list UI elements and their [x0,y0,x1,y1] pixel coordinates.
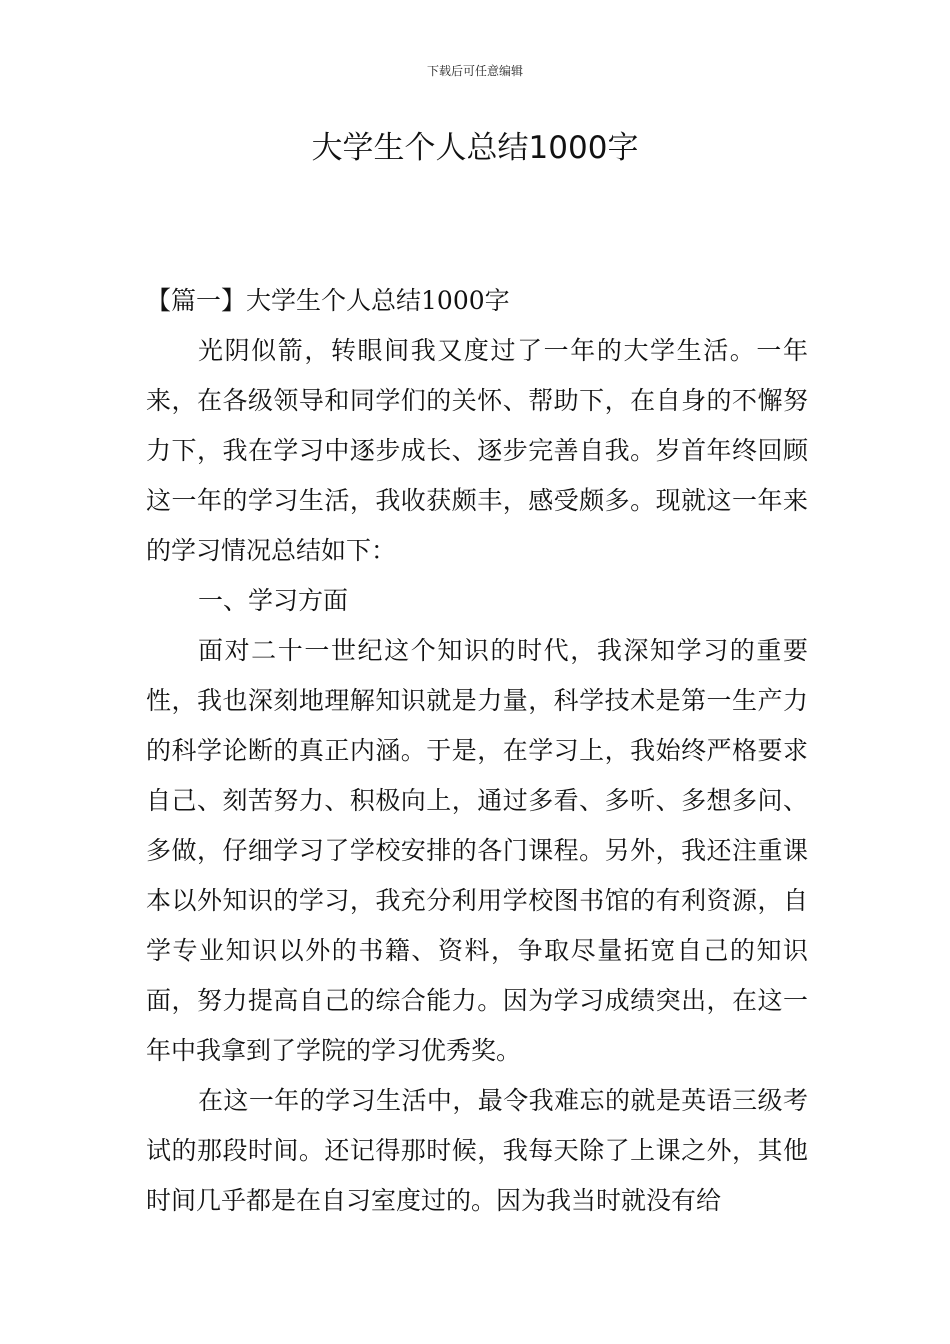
subheading-study: 一、学习方面 [198,586,349,615]
header-note: 下载后可任意编辑 [426,64,523,78]
section-heading: 【篇一】大学生个人总结1000字 [146,286,510,315]
document-title: 大学生个人总结1000字 [311,130,639,166]
document-body [146,276,808,1226]
paragraph-study: 面对二十一世纪这个知识的时代，我深知学习的重要性，我也深刻地理解知识就是力量，科学技术是第一生产力的科学论断的真正内涵。于是，在学习上，我始终严格要求自己、刻苦努力、积极向上，通过多看、多听、多想多问、多做，仔细学习了学校安排的各门课程。另外，我还注重课本以外知识的学习，我充分利用学校图书馆的有利资源，自学专业知识以外的书籍、资料，争取尽量拓宽自己的知识面，努力提高自己的综合能力。因为学习成绩突出，在这一年中我拿到了学院的学习优秀奖。 [146,636,808,1065]
paragraph-exam: 在这一年的学习生活中，最令我难忘的就是英语三级考试的那段时间。还记得那时候，我每天除了上课之外，其他时间几乎都是在自习室度过的。因为我当时就没有给 [146,1086,808,1215]
paragraph-intro: 光阴似箭，转眼间我又度过了一年的大学生活。一年来，在各级领导和同学们的关怀、帮助下，在自身的不懈努力下，我在学习中逐步成长、逐步完善自我。岁首年终回顾这一年的学习生活，我收获颇丰，感受颇多。现就这一年来的学习情况总结如下： [146,336,808,565]
